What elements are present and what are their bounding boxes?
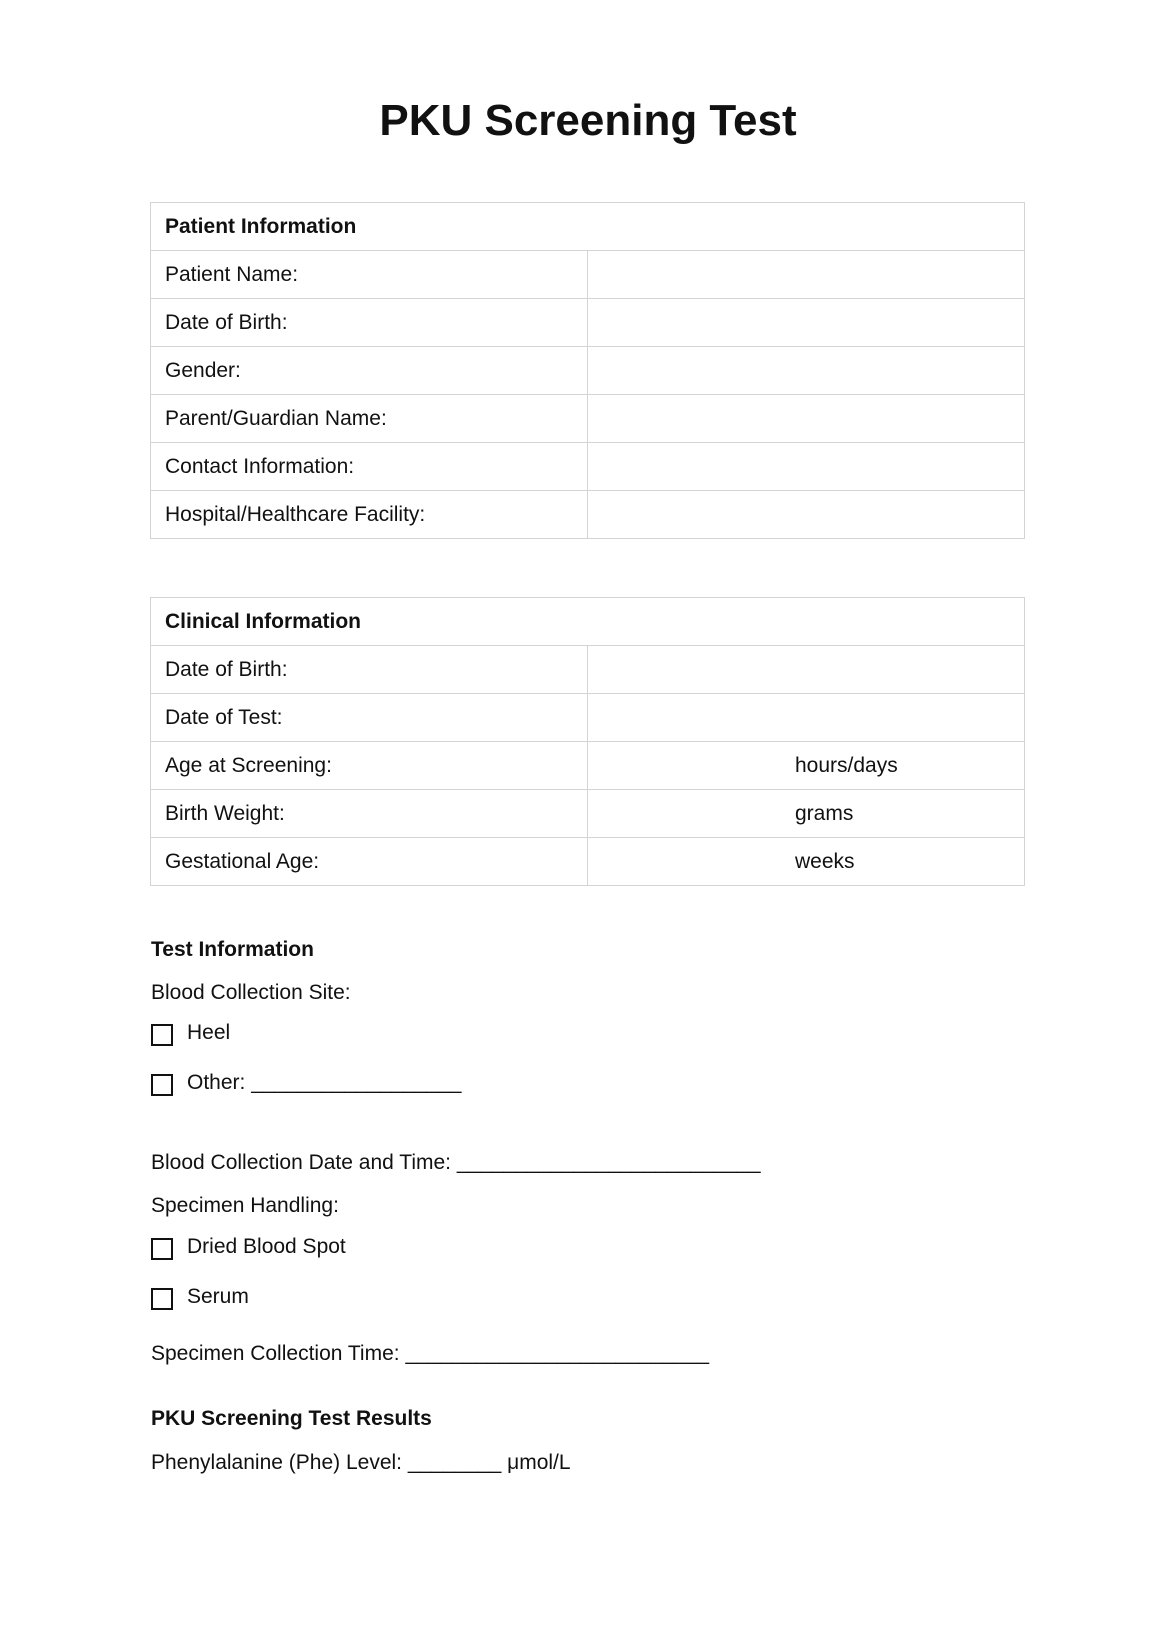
gender-label: Gender:	[151, 347, 588, 395]
table-row	[151, 443, 1025, 491]
contact-information-field[interactable]	[588, 443, 1025, 491]
table-row	[151, 694, 1025, 742]
clinical-information-header: Clinical Information	[151, 598, 1025, 646]
clinical-date-of-birth-label: Date of Birth:	[151, 646, 588, 694]
patient-name-label: Patient Name:	[151, 251, 588, 299]
date-of-birth-field[interactable]	[588, 299, 1025, 347]
heel-option	[151, 1020, 230, 1046]
hospital-facility-label: Hospital/Healthcare Facility:	[151, 491, 588, 539]
serum-option	[151, 1284, 249, 1310]
clinical-information-table	[150, 597, 1025, 886]
patient-information-header: Patient Information	[151, 203, 1025, 251]
other-site-option-label[interactable]: Other: __________________	[187, 1071, 462, 1094]
date-of-test-label: Date of Test:	[151, 694, 588, 742]
table-row	[151, 299, 1025, 347]
gestational-age-label: Gestational Age:	[151, 838, 588, 886]
page-title: PKU Screening Test	[379, 96, 797, 145]
heel-checkbox[interactable]	[151, 1024, 173, 1046]
table-row	[151, 742, 1025, 790]
specimen-collection-time-field[interactable]: Specimen Collection Time: __________________________	[151, 1342, 710, 1365]
parent-guardian-name-field[interactable]	[588, 395, 1025, 443]
age-at-screening-label: Age at Screening:	[151, 742, 588, 790]
table-row	[151, 491, 1025, 539]
table-row	[151, 347, 1025, 395]
heel-option-label: Heel	[187, 1021, 231, 1044]
blood-collection-site-label: Blood Collection Site:	[151, 981, 351, 1004]
dried-blood-spot-option	[151, 1234, 346, 1260]
contact-information-label: Contact Information:	[151, 443, 588, 491]
patient-name-field[interactable]	[588, 251, 1025, 299]
gender-field[interactable]	[588, 347, 1025, 395]
table-row	[151, 395, 1025, 443]
hours-days-unit-label: hours/days	[795, 753, 898, 777]
other-site-option	[151, 1070, 461, 1096]
birth-weight-field[interactable]	[588, 790, 1025, 838]
pku-results-heading: PKU Screening Test Results	[151, 1407, 432, 1430]
blood-collection-date-time-field[interactable]: Blood Collection Date and Time: __________________________	[151, 1151, 761, 1174]
weeks-unit-label: weeks	[795, 849, 855, 873]
specimen-handling-label: Specimen Handling:	[151, 1194, 339, 1217]
test-information-heading: Test Information	[151, 938, 314, 961]
dried-blood-spot-option-label: Dried Blood Spot	[187, 1235, 346, 1258]
serum-checkbox[interactable]	[151, 1288, 173, 1310]
serum-option-label: Serum	[187, 1285, 249, 1308]
table-row	[151, 790, 1025, 838]
date-of-birth-label: Date of Birth:	[151, 299, 588, 347]
dried-blood-spot-checkbox[interactable]	[151, 1238, 173, 1260]
date-of-test-field[interactable]	[588, 694, 1025, 742]
parent-guardian-name-label: Parent/Guardian Name:	[151, 395, 588, 443]
phe-level-field[interactable]: Phenylalanine (Phe) Level: ________ μmol/L	[151, 1451, 571, 1474]
table-row	[151, 838, 1025, 886]
age-at-screening-field[interactable]	[588, 742, 1025, 790]
birth-weight-label: Birth Weight:	[151, 790, 588, 838]
hospital-facility-field[interactable]	[588, 491, 1025, 539]
table-row	[151, 646, 1025, 694]
gestational-age-field[interactable]	[588, 838, 1025, 886]
table-row	[151, 251, 1025, 299]
clinical-date-of-birth-field[interactable]	[588, 646, 1025, 694]
patient-information-table	[150, 202, 1025, 539]
other-site-checkbox[interactable]	[151, 1074, 173, 1096]
grams-unit-label: grams	[795, 801, 854, 825]
